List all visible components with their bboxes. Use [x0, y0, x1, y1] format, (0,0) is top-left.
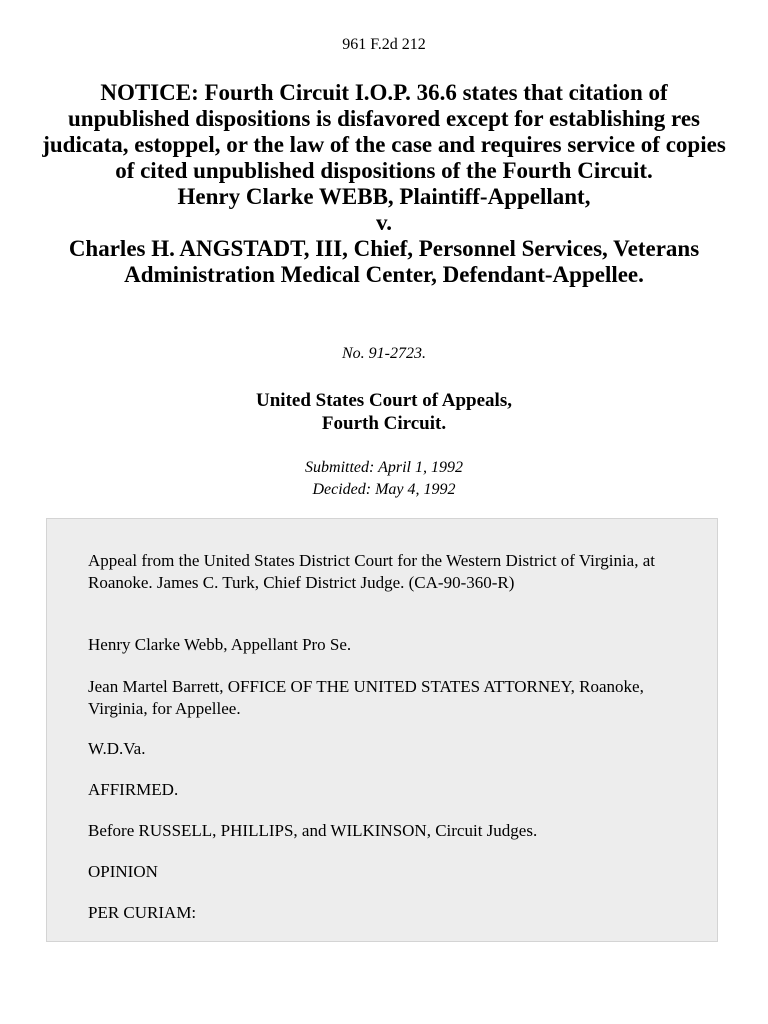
appellant-counsel: Henry Clarke Webb, Appellant Pro Se.	[88, 635, 352, 654]
case-dates	[0, 457, 768, 501]
plaintiff-line: Henry Clarke WEBB, Plaintiff-Appellant,	[177, 184, 591, 209]
opinion-label: OPINION	[88, 862, 158, 881]
disposition: AFFIRMED.	[88, 780, 179, 799]
court-circuit: Fourth Circuit.	[321, 413, 447, 434]
decided-date: Decided: May 4, 1992	[312, 481, 456, 498]
district-abbrev: W.D.Va.	[88, 739, 146, 758]
court-name: United States Court of Appeals,	[256, 390, 512, 411]
appeal-from-paragraph: Appeal from the United States District Court for the Western District of Virginia, at Roanoke. James C. Turk, Chief District Judge. (CA-90-360-R)	[88, 551, 655, 592]
submitted-date: Submitted: April 1, 1992	[305, 459, 463, 476]
defendant-line: Charles H. ANGSTADT, III, Chief, Personnel Services, Veterans Administration Medical Center, Defendant-Appellee.	[68, 236, 700, 287]
court-block	[0, 389, 768, 435]
case-details-panel	[46, 518, 718, 942]
case-citation: 961 F.2d 212	[342, 36, 426, 53]
appellee-counsel: Jean Martel Barrett, OFFICE OF THE UNITED STATES ATTORNEY, Roanoke, Virginia, for Appellee.	[88, 677, 644, 718]
per-curiam-label: PER CURIAM:	[88, 903, 197, 922]
panel-judges: Before RUSSELL, PHILLIPS, and WILKINSON, Circuit Judges.	[88, 821, 538, 840]
docket-number: No. 91-2723.	[342, 345, 426, 362]
unpublished-notice: NOTICE: Fourth Circuit I.O.P. 36.6 states that citation of unpublished dispositions is disfavored except for establishing res judicata, estoppel, or the law of the case and requires service of copies of cited unpublished dispositions of the Fourth Circuit.	[42, 80, 726, 183]
versus-line: v.	[376, 210, 392, 235]
case-caption	[40, 80, 728, 288]
